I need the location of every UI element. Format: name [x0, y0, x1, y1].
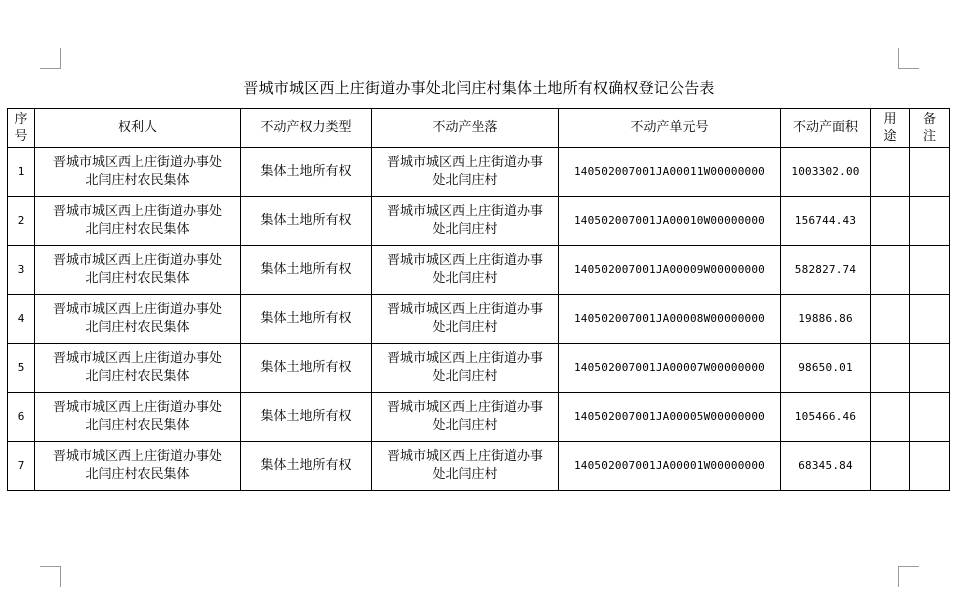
cell-location-line1: 晋城市城区西上庄街道办事	[386, 253, 543, 268]
cell-owner-line1: 晋城市城区西上庄街道办事处	[52, 253, 222, 268]
cell-unit-no: 140502007001JA00008W00000000	[559, 295, 781, 344]
cell-owner-line2: 北闫庄村农民集体	[85, 173, 190, 188]
cell-right-type: 集体土地所有权	[241, 197, 372, 246]
cell-unit-no: 140502007001JA00009W00000000	[559, 246, 781, 295]
cell-remark	[910, 442, 950, 491]
cell-area: 156744.43	[781, 197, 871, 246]
cell-location-line2: 处北闫庄村	[432, 418, 498, 433]
cell-owner-line2: 北闫庄村农民集体	[85, 222, 190, 237]
registration-table	[7, 108, 950, 491]
cell-remark	[910, 246, 950, 295]
cell-use	[871, 148, 910, 197]
header-unit-no: 不动产单元号	[559, 109, 781, 148]
cell-owner	[35, 393, 241, 442]
cell-owner	[35, 344, 241, 393]
header-owner: 权利人	[35, 109, 241, 148]
cell-seq: 1	[8, 148, 35, 197]
cell-owner	[35, 246, 241, 295]
cell-right-type: 集体土地所有权	[241, 393, 372, 442]
header-use-line2: 途	[883, 129, 897, 144]
document-title: 晋城市城区西上庄街道办事处北闫庄村集体土地所有权确权登记公告表	[243, 79, 715, 97]
header-area: 不动产面积	[781, 109, 871, 148]
cell-area: 1003302.00	[781, 148, 871, 197]
cell-right-type: 集体土地所有权	[241, 148, 372, 197]
cell-location-line2: 处北闫庄村	[432, 320, 498, 335]
cell-remark	[910, 393, 950, 442]
page-corner-mark-top-left	[40, 48, 61, 69]
cell-owner-line1: 晋城市城区西上庄街道办事处	[52, 449, 222, 464]
header-remark	[910, 109, 950, 148]
table-row	[8, 344, 950, 393]
cell-location	[372, 393, 559, 442]
cell-owner-line2: 北闫庄村农民集体	[85, 418, 190, 433]
header-right-type: 不动产权力类型	[241, 109, 372, 148]
cell-location-line1: 晋城市城区西上庄街道办事	[386, 155, 543, 170]
cell-location-line1: 晋城市城区西上庄街道办事	[386, 204, 543, 219]
cell-area: 68345.84	[781, 442, 871, 491]
cell-owner	[35, 295, 241, 344]
cell-location	[372, 197, 559, 246]
cell-owner-line2: 北闫庄村农民集体	[85, 369, 190, 384]
cell-use	[871, 393, 910, 442]
cell-right-type: 集体土地所有权	[241, 295, 372, 344]
cell-location	[372, 246, 559, 295]
page-corner-mark-bottom-right	[898, 566, 919, 587]
header-remark-line1: 备	[922, 112, 936, 127]
page-corner-mark-bottom-left	[40, 566, 61, 587]
cell-right-type: 集体土地所有权	[241, 344, 372, 393]
cell-seq: 7	[8, 442, 35, 491]
cell-unit-no: 140502007001JA00005W00000000	[559, 393, 781, 442]
cell-right-type: 集体土地所有权	[241, 246, 372, 295]
header-seq-line1: 序	[14, 112, 28, 127]
cell-seq: 6	[8, 393, 35, 442]
cell-owner-line1: 晋城市城区西上庄街道办事处	[52, 302, 222, 317]
cell-use	[871, 442, 910, 491]
cell-remark	[910, 197, 950, 246]
cell-unit-no: 140502007001JA00001W00000000	[559, 442, 781, 491]
cell-location-line2: 处北闫庄村	[432, 369, 498, 384]
header-seq	[8, 109, 35, 148]
cell-location-line1: 晋城市城区西上庄街道办事	[386, 449, 543, 464]
header-use	[871, 109, 910, 148]
cell-area: 105466.46	[781, 393, 871, 442]
cell-owner-line2: 北闫庄村农民集体	[85, 271, 190, 286]
cell-right-type: 集体土地所有权	[241, 442, 372, 491]
header-seq-line2: 号	[14, 129, 28, 144]
cell-use	[871, 197, 910, 246]
cell-location-line2: 处北闫庄村	[432, 222, 498, 237]
cell-location	[372, 344, 559, 393]
cell-seq: 2	[8, 197, 35, 246]
cell-location-line2: 处北闫庄村	[432, 467, 498, 482]
table-row	[8, 295, 950, 344]
cell-area: 98650.01	[781, 344, 871, 393]
header-location: 不动产坐落	[372, 109, 559, 148]
header-use-line1: 用	[883, 112, 897, 127]
cell-owner-line1: 晋城市城区西上庄街道办事处	[52, 155, 222, 170]
cell-use	[871, 344, 910, 393]
cell-unit-no: 140502007001JA00010W00000000	[559, 197, 781, 246]
table-row	[8, 197, 950, 246]
cell-unit-no: 140502007001JA00007W00000000	[559, 344, 781, 393]
cell-seq: 4	[8, 295, 35, 344]
header-remark-line2: 注	[922, 129, 936, 144]
cell-owner	[35, 148, 241, 197]
cell-unit-no: 140502007001JA00011W00000000	[559, 148, 781, 197]
cell-location	[372, 295, 559, 344]
cell-owner-line1: 晋城市城区西上庄街道办事处	[52, 204, 222, 219]
cell-location-line1: 晋城市城区西上庄街道办事	[386, 400, 543, 415]
cell-owner-line2: 北闫庄村农民集体	[85, 467, 190, 482]
cell-remark	[910, 344, 950, 393]
cell-location-line1: 晋城市城区西上庄街道办事	[386, 302, 543, 317]
cell-seq: 3	[8, 246, 35, 295]
table-row	[8, 393, 950, 442]
page-corner-mark-top-right	[898, 48, 919, 69]
cell-remark	[910, 295, 950, 344]
cell-location-line2: 处北闫庄村	[432, 173, 498, 188]
cell-owner-line2: 北闫庄村农民集体	[85, 320, 190, 335]
cell-use	[871, 246, 910, 295]
cell-area: 582827.74	[781, 246, 871, 295]
cell-remark	[910, 148, 950, 197]
cell-use	[871, 295, 910, 344]
cell-area: 19886.86	[781, 295, 871, 344]
cell-owner-line1: 晋城市城区西上庄街道办事处	[52, 351, 222, 366]
cell-location	[372, 148, 559, 197]
cell-seq: 5	[8, 344, 35, 393]
cell-location-line1: 晋城市城区西上庄街道办事	[386, 351, 543, 366]
cell-location-line2: 处北闫庄村	[432, 271, 498, 286]
cell-location	[372, 442, 559, 491]
cell-owner	[35, 197, 241, 246]
table-row	[8, 148, 950, 197]
table-row	[8, 442, 950, 491]
table-row	[8, 246, 950, 295]
table-header-row	[8, 109, 950, 148]
cell-owner-line1: 晋城市城区西上庄街道办事处	[52, 400, 222, 415]
cell-owner	[35, 442, 241, 491]
